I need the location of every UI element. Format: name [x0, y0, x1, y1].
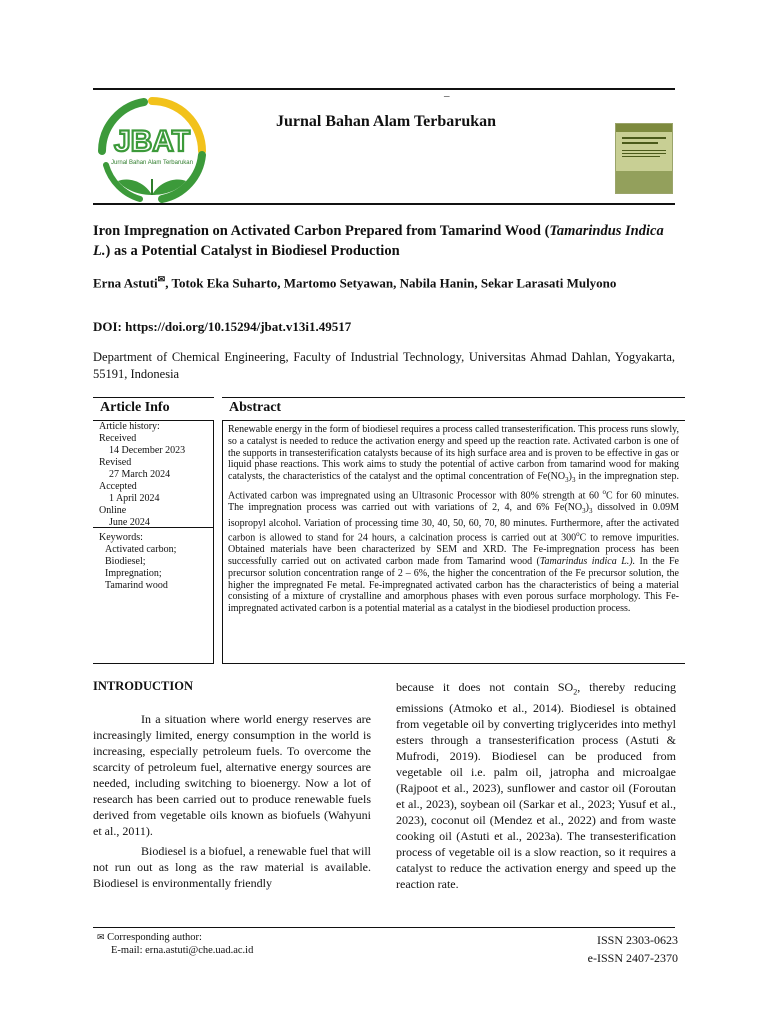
body-right-column: because it does not contain $SO_2$, thereby reducing emissions (Atmoko et al., 2014). Biodiesel is obtained from vegetable oil by converting triglycerides into methyl esters through a transesterification process (Astuti & Mufrodi, 2019). Biodiesel can be produced from vegetable oil i.e. palm oil, jatropha and microalgae (Rajpoot et al., 2023), sunflower and castor oil (Foroutan et al., 2023), soybean oil (Sarkar et al., 2023; Yusuf et al., 2023), coconut oil (Mendez et al., 2022) and from waste cooking oil (Astuti et al., 2023a). The transesterification process of vegetable oil is a slow reaction, so it requires a catalyst to reduce the activation energy and speed up the reaction rate.	[396, 680, 676, 892]
keyword: Tamarind wood	[105, 580, 168, 591]
abstract-head-rule	[222, 420, 685, 421]
info-top-rule	[93, 397, 214, 398]
affiliation: Department of Chemical Engineering, Faculty of Industrial Technology, Universitas Ahmad Dahlan, Yogyakarta, 55191, Indonesia	[93, 350, 675, 381]
journal-title: Jurnal Bahan Alam Terbarukan	[276, 113, 497, 130]
header-dash: _	[444, 86, 450, 98]
article-info-heading: Article Info	[100, 400, 170, 415]
online-date: June 2024	[109, 517, 150, 528]
info-bottom-rule	[93, 663, 214, 664]
first-author: Erna Astuti	[93, 275, 158, 291]
paper-title: Iron Impregnation on Activated Carbon Prepared from Tamarind Wood (Tamarindus Indica L.) as a Potential Catalyst in Biodiesel Production	[93, 223, 664, 259]
email-link[interactable]: E-mail: erna.astuti@che.uad.ac.id	[111, 945, 254, 956]
issn-block	[588, 931, 678, 967]
footer-rule	[93, 927, 675, 928]
online-label: Online	[99, 505, 127, 516]
keyword: Impregnation;	[105, 568, 162, 579]
accepted-label: Accepted	[99, 481, 137, 492]
received-date: 14 December 2023	[109, 445, 186, 456]
doi-link[interactable]: DOI: https://doi.org/10.15294/jbat.v13i1.49517	[93, 319, 352, 334]
abstract-bottom-rule	[222, 663, 685, 664]
logo-tagline: Jurnal Bahan Alam Terbarukan	[111, 160, 193, 166]
accepted-date: 1 April 2024	[109, 493, 160, 504]
keyword: Activated carbon;	[105, 544, 177, 555]
jbat-logo	[92, 95, 212, 205]
revised-date: 27 March 2024	[109, 469, 171, 480]
header-top-rule	[93, 88, 675, 90]
abstract-text: Renewable energy in the form of biodiesel requires a process called transesterification. This process runs slowly, so a catalyst is needed to reduce the activation energy and speed up the reaction rate. Activated carbon is one of the supports in transesterification catalysts because of its high surface area and is proven to be effective in gas or liquid phase reactions. This work aims to study the potential of active carbon from tamarind wood for making catalysts, the characteristics of the catalyst and the optimal concentration of $Fe(NO_3)_3$ in the impregnation step. Activated carbon was impregnated using an Ultrasonic Processor with 80% strength at 60 $^o$C for 60 minutes. The impregnation process was carried out with variations of 2, 4, and 6% $Fe(NO_3)_3$ dissolved in 0.09M isopropyl alcohol. Variation of processing time 30, 40, 50, 60, 70, 80 minutes. Furthermore, after the activated carbon is allowed to stand for 24 hours, a calcination process is carried out at 300$^o$C to remove impurities. Obtained materials have been characterized by SEM and XRD. The Fe-impregnation process has been successfully carried out on activated carbon made from Tamarind wood (Tamarindus indica L.). In the Fe precursor solution concentration range of 2 – 6%, the higher the concentration of the Fe precursor solution, the higher the impregnated Fe metal. Fe-impregnated activated carbon has the characteristics of being a material consisting of a mixture of crystalline and amorphous phases with even porous surface morphology. This Fe-impregnated activated carbon is a potential material as a catalyst in the biodiesel production process.	[228, 424, 679, 615]
author-list: Erna Astuti✉, Totok Eka Suharto, Martomo Setyawan, Nabila Hanin, Sekar Larasati Mulyono	[93, 274, 617, 291]
keywords-label: Keywords:	[99, 532, 143, 543]
jbat-logo-icon	[92, 95, 212, 205]
paragraph: Biodiesel is a biofuel, a renewable fuel that will not run out as long as the raw material is available. Biodiesel is environmentally friendly	[93, 844, 371, 890]
corresponding-author-icon: ✉	[157, 274, 166, 284]
article-info	[99, 421, 214, 592]
revised-label: Revised	[99, 457, 132, 468]
abstract-col-left-rule	[222, 421, 223, 663]
received-label: Received	[99, 433, 137, 444]
mail-icon: ✉	[97, 932, 105, 942]
abstract-heading: Abstract	[229, 400, 282, 415]
corresponding-author-note: ✉ Corresponding author: E-mail: erna.astuti@che.uad.ac.id	[97, 932, 254, 956]
history-label: Article history:	[99, 421, 160, 432]
eissn: e-ISSN 2407-2370	[587, 951, 678, 965]
abstract-top-rule	[222, 397, 685, 398]
body-left-column	[93, 711, 371, 891]
paragraph: In a situation where world energy reserves are increasingly limited, energy consumption in the world is increasing, especially petroleum fuels. To overcome the scarcity of petroleum fuel, alternative energy sources are needed, including switching to bioenergy. Now a lot of research has been carried out to produce renewable fuels derived from vegetable oils known as biofuels (Wahyuni et al., 2011).	[93, 712, 371, 838]
logo-abbrev: JBAT	[113, 125, 191, 158]
issn: ISSN 2303-0623	[596, 933, 678, 947]
journal-cover-thumbnail	[615, 123, 673, 194]
introduction-heading: INTRODUCTION	[93, 679, 194, 693]
keyword: Biodiesel;	[105, 556, 146, 567]
